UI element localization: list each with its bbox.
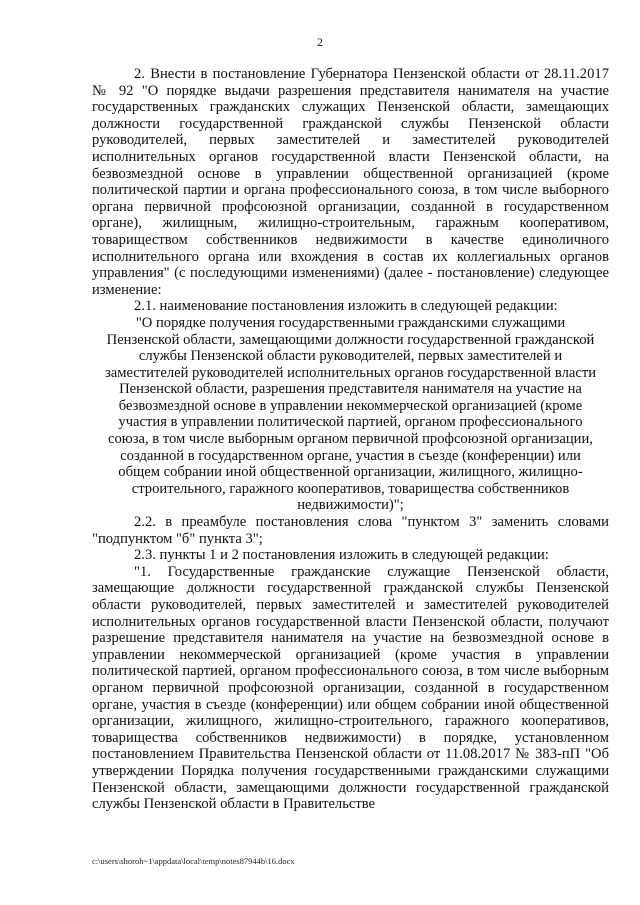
page-number: 2 — [317, 35, 323, 49]
paragraph-2-2: 2.2. в преамбуле постановления слова "пунктом 3" заменить словами "подпунктом "б" пункта 3"; — [92, 514, 609, 547]
paragraph-amendment-intro: 2. Внести в постановление Губернатора Пензенской области от 28.11.2017 № 92 "О порядке выдачи разрешения представителя нанимателя на участие государственных гражданских служащих Пензенской области, замещающих должности государственной гражданской службы Пензенской области руководителей, первых заместителей и заместителей руководителей исполнительных органов государственной власти Пензенской области, на безвозмездной основе в управлении общественной организацией (кроме политической партии и органа профессионального союза, в том числе выборного органа первичной профсоюзной организации, созданной в государственном органе), жилищным, жилищно-строительным, гаражным кооперативом, товариществом собственников недвижимости в качестве единоличного исполнительного органа или вхождения в состав их коллегиальных органов управления" (с последующими изменениями) (далее - постановление) следующее изменение: — [92, 66, 609, 298]
paragraph-2-1: 2.1. наименование постановления изложить в следующей редакции: — [134, 298, 558, 315]
paragraph-new-title: "О порядке получения государственными гражданскими служащими Пензенской области, замещающими должности государственной гражданской службы Пензенской области руководителей, первых заместителей и заместителей руководителей исполнительных органов государственной власти Пензенской области, разрешения представителя нанимателя на участие на безвозмездной основе в управлении некоммерческой организацией (кроме участия в управлении политической партией, органом профессионального союза, в том числе выборным органом первичной профсоюзной организации, созданной в государственном органе, участия в съезде (конференции) или общем собрании иной общественной организации, жилищного, жилищно-строительного, гаражного кооперативов, товарищества собственников недвижимости)"; — [104, 314, 597, 514]
paragraph-2-3: 2.3. пункты 1 и 2 постановления изложить в следующей редакции: — [134, 547, 549, 564]
document-body — [92, 66, 609, 813]
paragraph-point-1: "1. Государственные гражданские служащие Пензенской области, замещающие должности государственной гражданской службы Пензенской области руководителей, первых заместителей и заместителей руководителей исполнительных органов государственной власти Пензенской области, получают разрешение представителя нанимателя на участие на безвозмездной основе в управлении некоммерческой организацией (кроме участия в управлении политической партией, органом профессионального союза, в том числе выборным органом первичной профсоюзной организации, созданной в государственном органе, участия в съезде (конференции) или общем собрании иной общественной организации, жилищного, жилищно-строительного, гаражного кооперативов, товарищества собственников недвижимости) в порядке, установленном постановлением Правительства Пензенской области от 11.08.2017 № 383-пП "Об утверждении Порядка получения государственными гражданскими служащими Пензенской области, замещающими должности государственной гражданской службы Пензенской области в Правительстве — [92, 563, 609, 813]
footer-file-path: c:\users\shoroh~1\appdata\local\temp\notes87944b\16.docx — [92, 856, 295, 866]
